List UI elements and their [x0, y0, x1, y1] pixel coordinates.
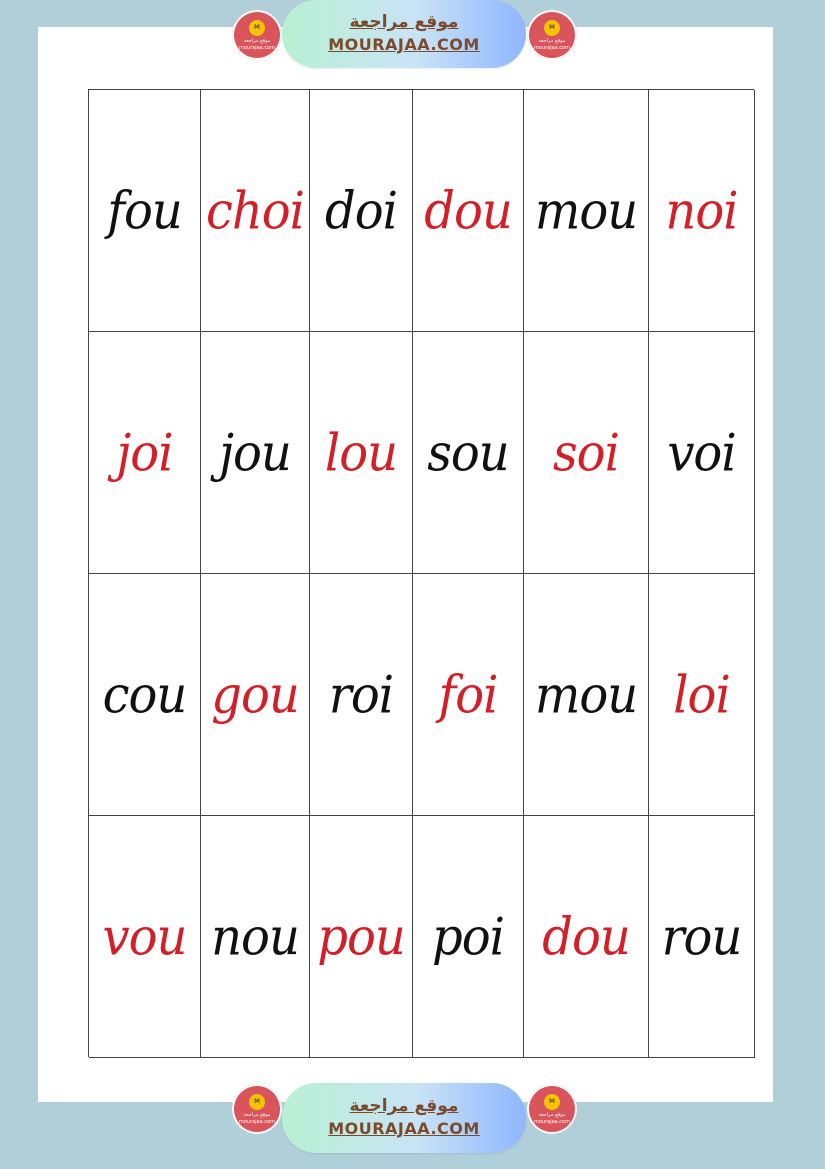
syllable-cell: [413, 332, 524, 574]
syllable-word: poi: [432, 906, 504, 967]
syllable-cell: [524, 816, 649, 1058]
syllable-grid: [88, 89, 754, 1057]
syllable-cell: [89, 332, 201, 574]
logo-mark: M: [249, 1094, 265, 1110]
badge-arabic-text: موقع مراجعة: [243, 1111, 271, 1118]
syllable-cell: [649, 332, 755, 574]
syllable-cell: [310, 574, 413, 816]
syllable-word: cou: [102, 664, 187, 725]
syllable-word: noi: [665, 180, 738, 241]
badge-arabic-text: موقع مراجعة: [243, 37, 271, 44]
syllable-word: nou: [211, 906, 299, 967]
syllable-word: foi: [438, 664, 498, 725]
syllable-cell: [201, 816, 310, 1058]
syllable-cell: [89, 90, 201, 332]
site-logo-badge[interactable]: [527, 10, 577, 60]
badge-site-text: mourajaa.com: [533, 1118, 570, 1125]
syllable-cell: [89, 574, 201, 816]
site-logo-badge[interactable]: [232, 10, 282, 60]
syllable-cell: [310, 332, 413, 574]
syllable-cell: [310, 816, 413, 1058]
site-logo-badge[interactable]: [232, 1084, 282, 1134]
syllable-cell: [413, 574, 524, 816]
badge-arabic-text: موقع مراجعة: [538, 1111, 566, 1118]
syllable-cell: [649, 816, 755, 1058]
syllable-cell: [201, 332, 310, 574]
syllable-cell: [524, 90, 649, 332]
syllable-cell: [413, 90, 524, 332]
header-banner[interactable]: [282, 0, 526, 68]
syllable-cell: [89, 816, 201, 1058]
syllable-word: dou: [542, 906, 630, 967]
syllable-cell: [310, 90, 413, 332]
logo-mark: M: [249, 20, 265, 36]
syllable-cell: [649, 90, 755, 332]
syllable-cell: [413, 816, 524, 1058]
syllable-word: doi: [325, 180, 397, 241]
syllable-word: gou: [211, 664, 299, 725]
syllable-word: loi: [673, 664, 730, 725]
badge-site-text: mourajaa.com: [533, 44, 570, 51]
header-arabic-title: موقع مراجعة: [349, 12, 459, 32]
syllable-word: fou: [107, 180, 182, 241]
syllable-cell: [201, 90, 310, 332]
syllable-word: soi: [553, 422, 619, 483]
syllable-cell: [524, 332, 649, 574]
syllable-cell: [524, 574, 649, 816]
footer-banner[interactable]: [282, 1083, 526, 1153]
footer-arabic-title: موقع مراجعة: [349, 1096, 459, 1116]
syllable-word: pou: [317, 906, 405, 967]
syllable-word: rou: [661, 906, 742, 967]
syllable-word: vou: [102, 906, 187, 967]
footer-site-link[interactable]: MOURAJAA.COM: [328, 1119, 480, 1138]
syllable-word: mou: [534, 180, 638, 241]
syllable-word: lou: [324, 422, 398, 483]
site-logo-badge[interactable]: [527, 1084, 577, 1134]
syllable-word: joi: [116, 422, 173, 483]
badge-site-text: mourajaa.com: [238, 44, 275, 51]
syllable-word: dou: [424, 180, 512, 241]
syllable-word: roi: [328, 664, 394, 725]
syllable-word: sou: [427, 422, 509, 483]
header-site-link[interactable]: MOURAJAA.COM: [328, 35, 480, 54]
badge-arabic-text: موقع مراجعة: [538, 37, 566, 44]
logo-mark: M: [544, 20, 560, 36]
syllable-word: jou: [219, 422, 291, 483]
logo-mark: M: [544, 1094, 560, 1110]
syllable-word: voi: [667, 422, 736, 483]
syllable-cell: [649, 574, 755, 816]
syllable-word: choi: [205, 180, 305, 241]
syllable-cell: [201, 574, 310, 816]
syllable-word: mou: [534, 664, 638, 725]
badge-site-text: mourajaa.com: [238, 1118, 275, 1125]
